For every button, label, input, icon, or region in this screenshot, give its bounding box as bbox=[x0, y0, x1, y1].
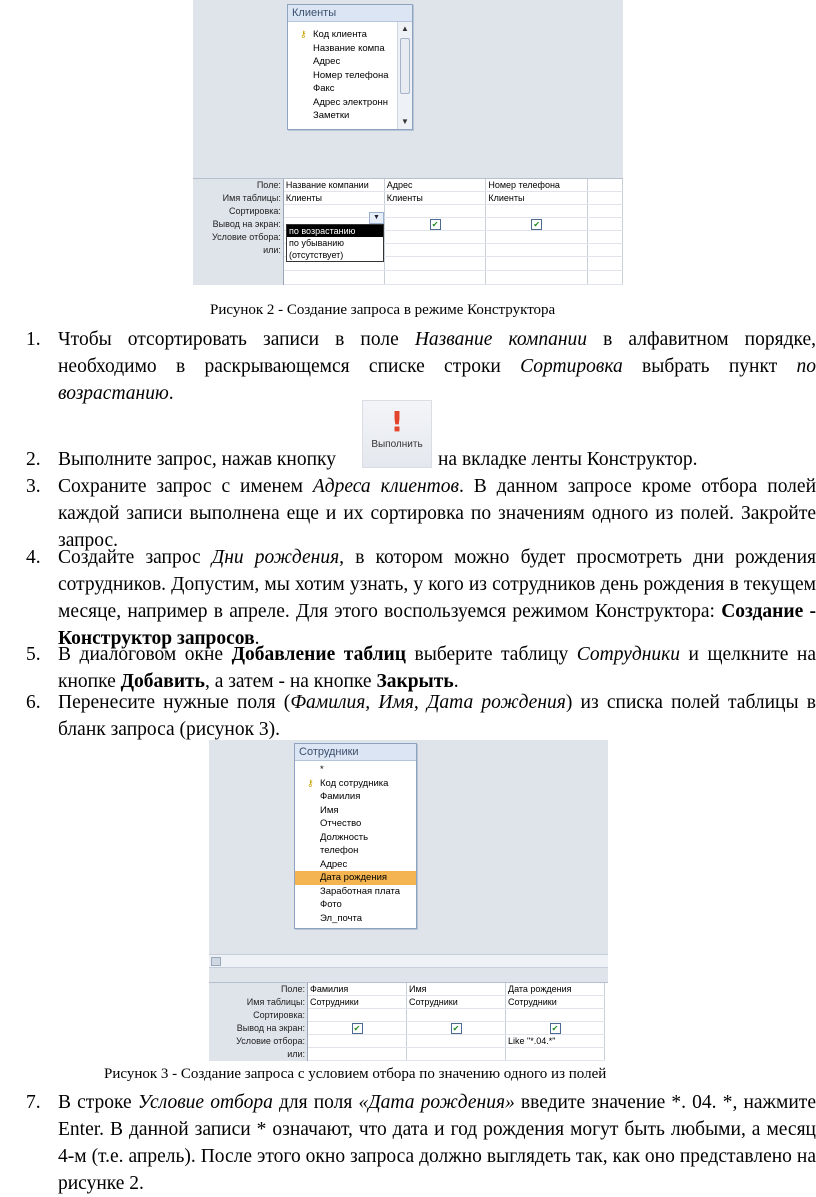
grid-cell[interactable] bbox=[486, 218, 588, 231]
table-field-list-clients[interactable] bbox=[287, 4, 413, 130]
table-field-list-employees[interactable] bbox=[294, 743, 417, 929]
step-text: Чтобы отсортировать записи в поле Название компании в алфавитном порядке, необходимо в раскрывающемся списке строки Сортировка выбрать пункт по возрастанию. bbox=[58, 329, 816, 404]
field-list-item[interactable]: Адрес bbox=[313, 56, 341, 67]
field-list-item[interactable]: Название компа bbox=[313, 42, 385, 54]
row-label-or: или: bbox=[193, 244, 283, 257]
step-number: 1. bbox=[26, 329, 41, 350]
grid-cell[interactable] bbox=[384, 244, 486, 257]
show-checkbox[interactable]: ✔ bbox=[430, 219, 441, 230]
field-list bbox=[288, 28, 412, 123]
scroll-down-icon[interactable]: ▼ bbox=[401, 117, 409, 126]
sort-option[interactable]: по убыванию bbox=[289, 238, 345, 248]
grid-cell[interactable] bbox=[506, 1009, 605, 1022]
step-number: 6. bbox=[26, 692, 41, 713]
figure-query-designer-employees bbox=[209, 740, 608, 1064]
grid-cell[interactable]: Дата рождения bbox=[506, 983, 605, 996]
field-list-scrollbar[interactable] bbox=[397, 22, 412, 129]
grid-cell[interactable] bbox=[588, 192, 623, 205]
row-label-show: Вывод на экран: bbox=[193, 218, 283, 231]
field-list-title: Сотрудники bbox=[295, 744, 416, 761]
field-list-item-selected[interactable]: Дата рождения bbox=[295, 871, 416, 885]
grid-cell[interactable] bbox=[486, 244, 588, 257]
step-text: В строке Условие отбора для поля «Дата рождения» введите значение *. 04. *, нажмите Enter. В данной записи * означают, что дата и год рождения могут быть любыми, а месяц 4-м (т.е. апрель). После этого окно запроса должно выглядеть так, как оно представлено на рисунке 2. bbox=[58, 1092, 816, 1194]
field-list-item[interactable]: Эл_почта bbox=[320, 912, 363, 924]
field-list-item[interactable]: Заметки bbox=[313, 110, 350, 121]
run-icon: ! bbox=[390, 405, 404, 438]
criteria-cell[interactable]: Like "*.04.*" bbox=[506, 1035, 605, 1048]
step-text: В диалоговом окне Добавление таблиц выберите таблицу Сотрудники и щелкните на кнопке Добавить, а затем - на кнопке Закрыть. bbox=[58, 644, 816, 692]
sort-option[interactable]: по возрастанию bbox=[287, 225, 383, 237]
field-list-title: Клиенты bbox=[288, 5, 412, 22]
grid-cell[interactable]: Название компании bbox=[283, 179, 384, 192]
grid-cell[interactable]: Клиенты bbox=[283, 192, 384, 205]
show-checkbox[interactable]: ✔ bbox=[550, 1023, 561, 1034]
grid-cell[interactable] bbox=[588, 244, 623, 257]
grid-cell[interactable]: Адрес bbox=[384, 179, 486, 192]
grid-cell[interactable] bbox=[588, 205, 623, 218]
grid-cell[interactable]: Имя bbox=[407, 983, 506, 996]
row-label-show: Вывод на экран: bbox=[209, 1022, 308, 1035]
step-text: Выполните запрос, нажав кнопку bbox=[58, 449, 336, 470]
grid-cell[interactable] bbox=[486, 231, 588, 244]
row-label-sort: Сортировка: bbox=[209, 1009, 308, 1022]
grid-cell[interactable] bbox=[407, 1009, 506, 1022]
grid-cell[interactable]: Сотрудники bbox=[407, 996, 506, 1009]
field-list-item[interactable]: Номер телефона bbox=[313, 69, 389, 81]
field-list-item[interactable]: * bbox=[320, 764, 324, 775]
field-list-item[interactable]: ⚷ Код клиента bbox=[300, 29, 367, 40]
grid-cell[interactable]: Клиенты bbox=[486, 192, 588, 205]
query-design-grid bbox=[193, 178, 623, 302]
field-list-item[interactable]: Должность bbox=[320, 831, 369, 843]
step-number: 7. bbox=[26, 1092, 41, 1113]
scroll-thumb[interactable] bbox=[400, 38, 410, 94]
sort-option[interactable]: (отсутствует) bbox=[289, 250, 344, 260]
primary-key-icon: ⚷ bbox=[307, 777, 314, 788]
field-list-item[interactable]: Факс bbox=[313, 83, 335, 94]
grid-cell[interactable] bbox=[407, 1035, 506, 1048]
grid-cell[interactable] bbox=[407, 1048, 506, 1061]
field-list-item[interactable]: телефон bbox=[320, 845, 359, 856]
grid-cell[interactable] bbox=[588, 218, 623, 231]
scroll-thumb[interactable] bbox=[211, 957, 221, 966]
field-list-item[interactable]: Адрес bbox=[320, 858, 348, 870]
grid-cell[interactable] bbox=[588, 179, 623, 192]
grid-cell[interactable] bbox=[588, 231, 623, 244]
step-number: 5. bbox=[26, 644, 41, 665]
field-list-item[interactable]: Фото bbox=[320, 899, 342, 910]
row-label-field: Поле: bbox=[193, 179, 283, 192]
grid-cell[interactable] bbox=[506, 1022, 605, 1035]
row-label-sort: Сортировка: bbox=[193, 205, 283, 218]
step-text: Перенесите нужные поля (Фамилия, Имя, Дата рождения) из списка полей таблицы в бланк запроса (рисунок 3). bbox=[58, 692, 816, 740]
grid-cell[interactable] bbox=[506, 1048, 605, 1061]
figure-caption: Рисунок 3 - Создание запроса с условием отбора по значению одного из полей bbox=[104, 1066, 607, 1082]
grid-cell[interactable]: Сотрудники bbox=[308, 996, 407, 1009]
sort-dropdown-list[interactable] bbox=[286, 224, 384, 262]
grid-cell[interactable]: Сотрудники bbox=[506, 996, 605, 1009]
grid-cell[interactable] bbox=[384, 218, 486, 231]
field-list-item[interactable]: Адрес электронн bbox=[313, 96, 388, 108]
row-label-or: или: bbox=[209, 1048, 308, 1061]
row-label-table: Имя таблицы: bbox=[193, 192, 283, 205]
run-button-label: Выполнить bbox=[371, 439, 423, 450]
query-design-grid bbox=[209, 982, 608, 1064]
grid-cell[interactable] bbox=[308, 1035, 407, 1048]
grid-cell[interactable] bbox=[308, 1048, 407, 1061]
show-checkbox[interactable]: ✔ bbox=[531, 219, 542, 230]
step-text: Создайте запрос Дни рождения, в котором можно будет просмотреть дни рождения сотрудников. Допустим, мы хотим узнать, у кого из сотрудников день рождения в текущем месяце, например в апреле. Для этого воспользуемся режимом Конструктора: Создание - Конструктор запросов. bbox=[58, 547, 816, 649]
grid-cell[interactable] bbox=[486, 205, 588, 218]
grid-cell[interactable]: Фамилия bbox=[308, 983, 407, 996]
row-label-table: Имя таблицы: bbox=[209, 996, 308, 1009]
primary-key-icon: ⚷ bbox=[300, 29, 307, 39]
field-list-item[interactable]: Заработная плата bbox=[320, 885, 401, 897]
grid-cell[interactable] bbox=[308, 1009, 407, 1022]
sort-dropdown-button[interactable]: ▼ bbox=[369, 212, 384, 224]
field-list-item[interactable]: Фамилия bbox=[320, 791, 361, 802]
grid-cell[interactable] bbox=[384, 231, 486, 244]
step-text-continued: на вкладке ленты Конструктор. bbox=[438, 449, 698, 470]
grid-cell[interactable] bbox=[407, 1022, 506, 1035]
figure-caption: Рисунок 2 - Создание запроса в режиме Конструктора bbox=[210, 302, 556, 318]
row-label-criteria: Условие отбора: bbox=[209, 1035, 308, 1048]
grid-cell[interactable]: Номер телефона bbox=[486, 179, 588, 192]
field-list-item[interactable]: Отчество bbox=[320, 818, 362, 829]
grid-cell[interactable] bbox=[384, 205, 486, 218]
figure-query-designer-clients bbox=[193, 0, 623, 302]
step-number: 4. bbox=[26, 547, 41, 568]
step-text: Сохраните запрос с именем Адреса клиентов. В данном запросе кроме отбора полей каждой записи выполнена еще и их сортировка по значениям одного из полей. Закройте запрос. bbox=[58, 476, 816, 551]
step-number: 3. bbox=[26, 476, 41, 497]
horizontal-scrollbar[interactable] bbox=[209, 954, 608, 968]
step-number: 2. bbox=[26, 449, 41, 470]
scroll-up-icon[interactable]: ▲ bbox=[401, 24, 409, 33]
field-list-item[interactable]: Имя bbox=[320, 804, 339, 816]
grid-cell[interactable] bbox=[308, 1022, 407, 1035]
show-checkbox[interactable]: ✔ bbox=[352, 1023, 363, 1034]
show-checkbox[interactable]: ✔ bbox=[451, 1023, 462, 1034]
field-list bbox=[295, 763, 416, 925]
row-label-field: Поле: bbox=[209, 983, 308, 996]
row-label-criteria: Условие отбора: bbox=[193, 231, 283, 244]
field-list-item[interactable]: ⚷ Код сотрудника bbox=[307, 777, 389, 789]
grid-cell[interactable]: Клиенты bbox=[384, 192, 486, 205]
